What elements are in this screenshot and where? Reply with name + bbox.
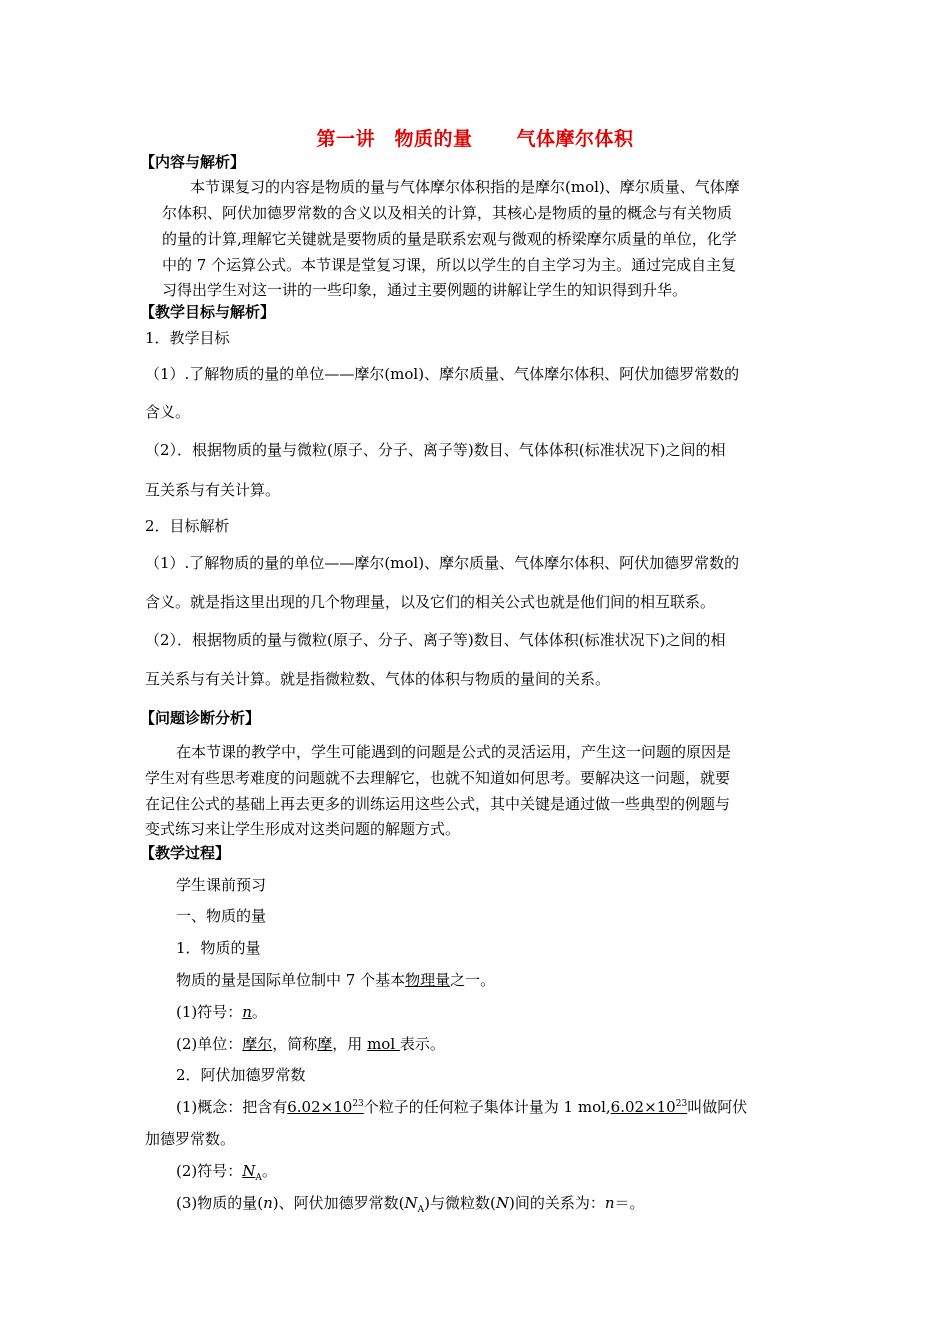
list-item: （2）．根据物质的量与微粒(原子、分子、离子等)数目、气体体积(标准状况下)之间的相 bbox=[145, 441, 726, 459]
paragraph-line: 加德罗常数。 bbox=[145, 1130, 236, 1148]
text-span: ，简称 bbox=[272, 1035, 318, 1053]
text-span: 表示。 bbox=[399, 1035, 445, 1053]
text-span: 6.02×10 bbox=[610, 1098, 676, 1116]
paragraph-line bbox=[176, 1000, 267, 1024]
list-item: 2．目标解析 bbox=[145, 517, 230, 535]
title-part-2: 气体摩尔体积 bbox=[516, 128, 634, 150]
text-span: 之一。 bbox=[450, 971, 496, 989]
list-item: 含义。就是指这里出现的几个物理量，以及它们的相关公式也就是他们间的相互联系。 bbox=[145, 593, 716, 611]
paragraph-line: 习得出学生对这一讲的一些印象，通过主要例题的讲解让学生的知识得到升华。 bbox=[162, 281, 688, 299]
paragraph-line: 尔体积、阿伏加德罗常数的含义以及相关的计算，其核心是物质的量的概念与有关物质 bbox=[162, 204, 733, 222]
superscript: 23 bbox=[675, 1099, 688, 1109]
list-item: 互关系与有关计算。 bbox=[145, 481, 281, 499]
paragraph-line bbox=[176, 1095, 747, 1119]
list-item: （1）.了解物质的量的单位——摩尔(mol)、摩尔质量、气体摩尔体积、阿伏加德罗常数的 bbox=[145, 365, 740, 383]
paragraph-line: 学生对有些思考难度的问题就不去理解它，也就不知道如何思考。要解决这一问题，就要 bbox=[145, 769, 731, 787]
paragraph-line: 一、物质的量 bbox=[176, 907, 267, 925]
underlined-answer: 物理量 bbox=[405, 971, 451, 989]
math-var: N bbox=[495, 1194, 509, 1212]
section-heading-diagnosis: 【问题诊断分析】 bbox=[140, 709, 261, 727]
underlined-answer bbox=[242, 1162, 262, 1183]
math-var: N bbox=[404, 1194, 418, 1212]
text-span: ＝。 bbox=[614, 1194, 645, 1212]
section-heading-content: 【内容与解析】 bbox=[140, 153, 246, 171]
page-title bbox=[0, 124, 950, 151]
paragraph-line bbox=[176, 968, 495, 992]
underlined-answer: mol bbox=[367, 1035, 400, 1053]
list-item: （2）．根据物质的量与微粒(原子、分子、离子等)数目、气体体积(标准状况下)之间的相 bbox=[145, 631, 726, 649]
text-span: (3)物质的量( bbox=[176, 1194, 264, 1212]
subscript: A bbox=[417, 1205, 425, 1215]
math-var: n bbox=[604, 1194, 615, 1212]
section-heading-objectives: 【教学目标与解析】 bbox=[140, 303, 276, 321]
paragraph-line: 2．阿伏加德罗常数 bbox=[176, 1066, 306, 1084]
text-span: 。 bbox=[251, 1003, 267, 1021]
superscript: 23 bbox=[352, 1099, 364, 1109]
underlined-answer: n bbox=[242, 1003, 252, 1021]
list-item: 含义。 bbox=[145, 403, 191, 421]
underlined-answer bbox=[611, 1098, 688, 1116]
text-span: 6.02×10 bbox=[287, 1098, 353, 1116]
text-span: (1)符号： bbox=[176, 1003, 243, 1021]
paragraph-line: 在记住公式的基础上再去更多的训练运用这些公式，其中关键是通过做一些典型的例题与 bbox=[145, 795, 731, 813]
text-span: (2)符号： bbox=[176, 1162, 243, 1180]
text-span: N bbox=[242, 1162, 256, 1180]
underlined-answer: 摩尔 bbox=[242, 1035, 273, 1053]
paragraph-line: 的量的计算,理解它关键就是要物质的量是联系宏观与微观的桥梁摩尔质量的单位，化学 bbox=[162, 230, 737, 248]
paragraph-line: 学生课前预习 bbox=[176, 876, 267, 894]
text-span: 物质的量是国际单位制中 7 个基本 bbox=[176, 971, 406, 989]
paragraph-line bbox=[176, 1191, 645, 1215]
list-item: 1．教学目标 bbox=[145, 329, 230, 347]
subscript: A bbox=[255, 1173, 262, 1183]
underlined-answer bbox=[287, 1098, 364, 1116]
paragraph-line: 1．物质的量 bbox=[176, 939, 261, 957]
text-span: 个粒子的任何粒子集体计量为 1 mol, bbox=[363, 1098, 611, 1116]
paragraph-line: 在本节课的教学中，学生可能遇到的问题是公式的灵活运用，产生这一问题的原因是 bbox=[176, 743, 732, 761]
text-span: (2)单位： bbox=[176, 1035, 243, 1053]
title-part-1: 第一讲 物质的量 bbox=[316, 128, 473, 150]
text-span: )、阿伏加德罗常数( bbox=[272, 1194, 405, 1212]
paragraph-line: 本节课复习的内容是物质的量与气体摩尔体积指的是摩尔(mol)、摩尔质量、气体摩 bbox=[190, 178, 740, 196]
text-span: )与微粒数( bbox=[424, 1194, 496, 1212]
paragraph-line: 变式练习来让学生形成对这类问题的解题方式。 bbox=[145, 820, 461, 838]
text-span: 叫做阿伏 bbox=[687, 1098, 748, 1116]
paragraph-line bbox=[176, 1159, 277, 1183]
paragraph-line: 中的 7 个运算公式。本节课是堂复习课，所以以学生的自主学习为主。通过完成自主复 bbox=[162, 256, 737, 274]
text-span: (1)概念：把含有 bbox=[176, 1098, 288, 1116]
text-span: 。 bbox=[261, 1162, 277, 1180]
paragraph-line bbox=[176, 1032, 445, 1056]
underlined-answer: 摩 bbox=[317, 1035, 333, 1053]
list-item: （1）.了解物质的量的单位——摩尔(mol)、摩尔质量、气体摩尔体积、阿伏加德罗常数的 bbox=[145, 554, 740, 572]
math-var: n bbox=[263, 1194, 273, 1212]
text-span: )间的关系为： bbox=[508, 1194, 605, 1212]
section-heading-process: 【教学过程】 bbox=[140, 844, 231, 862]
text-span: ，用 bbox=[332, 1035, 368, 1053]
list-item: 互关系与有关计算。就是指微粒数、气体的体积与物质的量间的关系。 bbox=[145, 670, 611, 688]
